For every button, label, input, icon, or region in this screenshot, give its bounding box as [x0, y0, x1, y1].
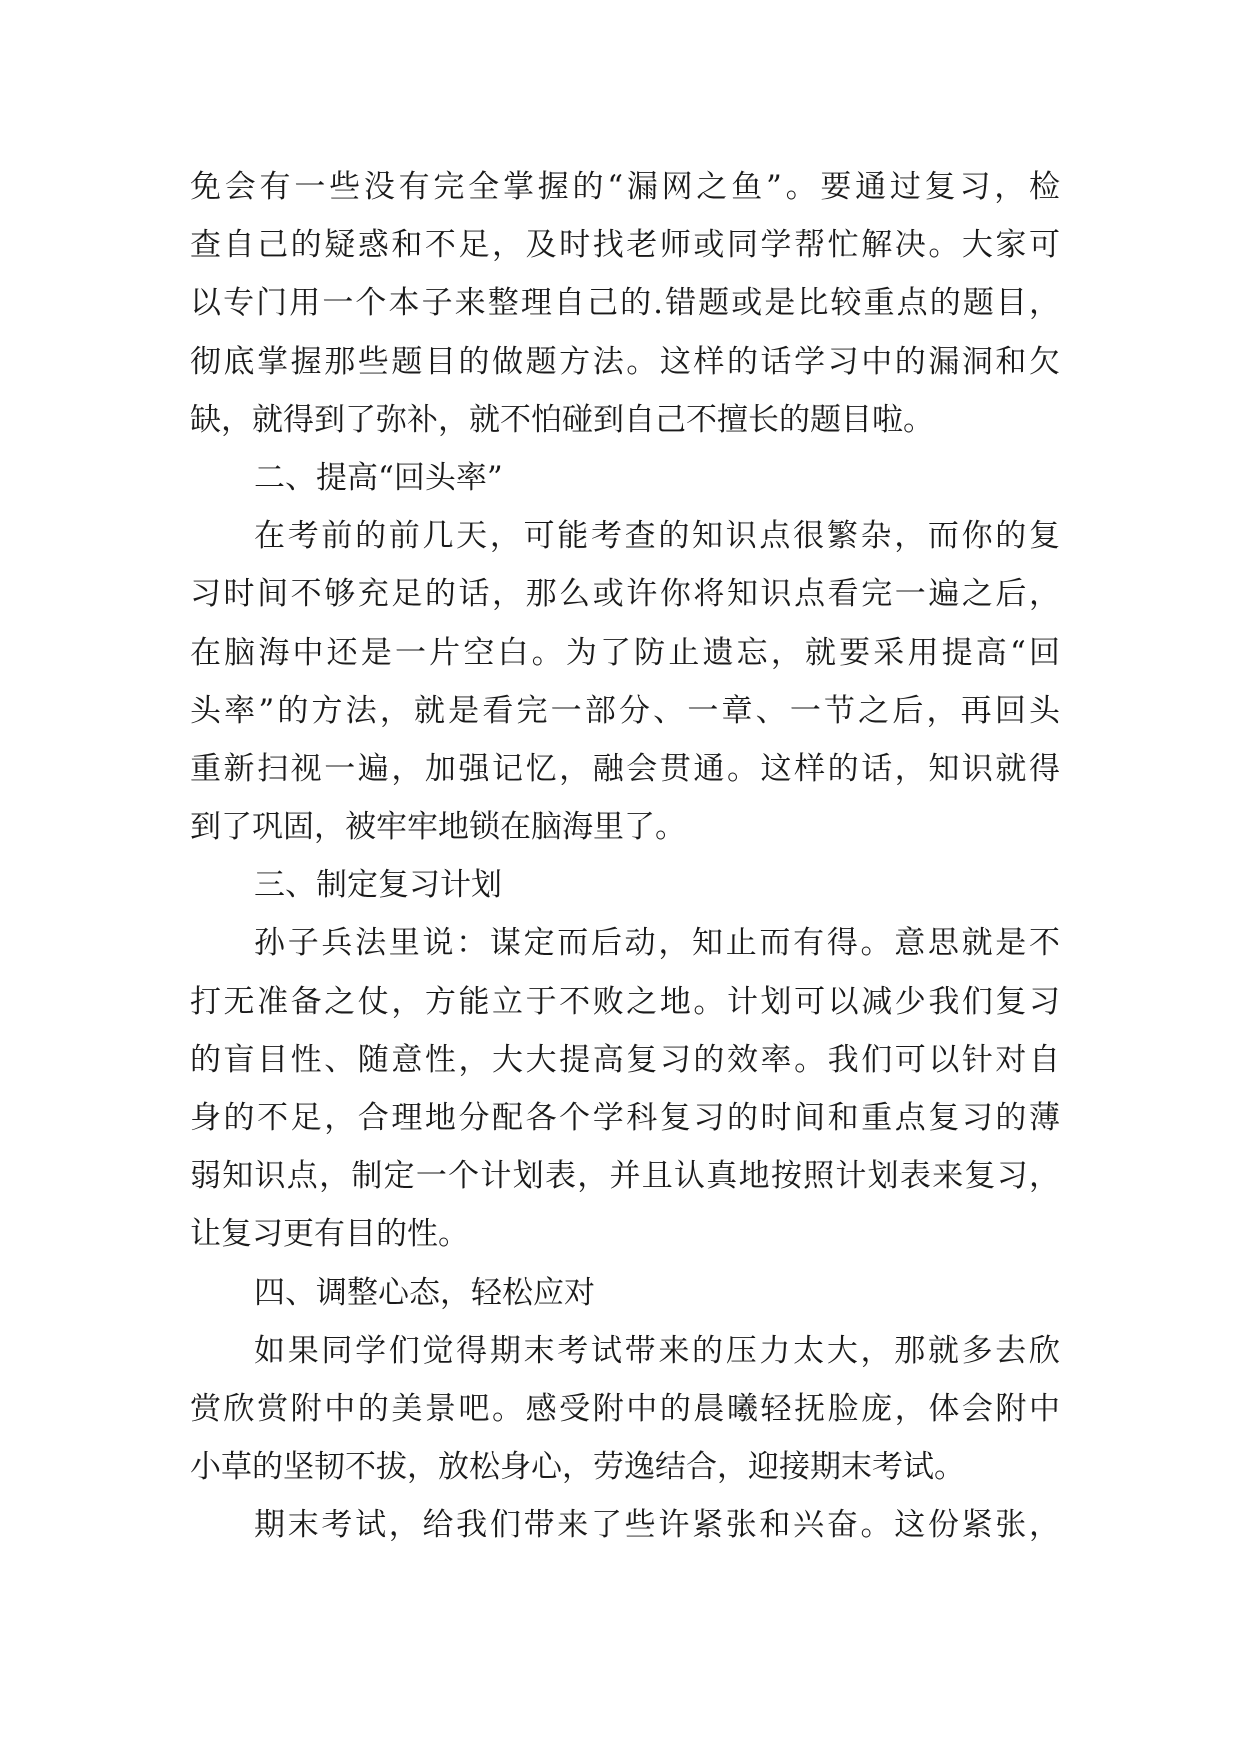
- text-line: 四、调整心态，轻松应对: [254, 1274, 595, 1311]
- text-line: 彻底掌握那些题目的做题方法。这样的话学习中的漏洞和欠: [190, 343, 1060, 380]
- text-line: 头率”的方法，就是看完一部分、一章、一节之后，再回头: [190, 692, 1060, 729]
- text-line: 查自己的疑惑和不足，及时找老师或同学帮忙解决。大家可: [190, 227, 1060, 264]
- text-line: 的盲目性、随意性，大大提高复习的效率。我们可以针对自: [190, 1041, 1060, 1078]
- text-line: 三、制定复习计划: [254, 867, 502, 904]
- text-line: 赏欣赏附中的美景吧。感受附中的晨曦轻抚脸庞，体会附中: [190, 1390, 1060, 1427]
- text-line: 期末考试，给我们带来了些许紧张和兴奋。这份紧张，: [254, 1507, 1060, 1544]
- text-line: 弱知识点，制定一个计划表，并且认真地按照计划表来复习，: [190, 1158, 1060, 1195]
- text-line: 小草的坚韧不拔，放松身心，劳逸结合，迎接期末考试。: [190, 1449, 965, 1486]
- text-line: 缺，就得到了弥补，就不怕碰到自己不擅长的题目啦。: [190, 401, 934, 438]
- document-body: [190, 158, 1060, 1555]
- text-line: 重新扫视一遍，加强记忆，融会贯通。这样的话，知识就得: [190, 750, 1060, 787]
- text-line: 到了巩固，被牢牢地锁在脑海里了。: [190, 809, 686, 846]
- text-line: 打无准备之仗，方能立于不败之地。计划可以减少我们复习: [190, 983, 1060, 1020]
- text-line: 让复习更有目的性。: [190, 1216, 469, 1253]
- text-line: 在考前的前几天，可能考查的知识点很繁杂，而你的复: [254, 518, 1060, 555]
- text-line: 孙子兵法里说：谋定而后动，知止而有得。意思就是不: [254, 925, 1060, 962]
- text-line: 在脑海中还是一片空白。为了防止遗忘，就要采用提高“回: [190, 634, 1060, 671]
- text-line: 二、提高“回头率”: [254, 459, 503, 496]
- text-line: 身的不足，合理地分配各个学科复习的时间和重点复习的薄: [190, 1100, 1060, 1136]
- text-line: 习时间不够充足的话，那么或许你将知识点看完一遍之后，: [190, 576, 1060, 613]
- text-line: 以专门用一个本子来整理自己的.错题或是比较重点的题目，: [190, 285, 1060, 322]
- text-line: 如果同学们觉得期末考试带来的压力太大，那就多去欣: [254, 1332, 1060, 1369]
- text-line: 免会有一些没有完全掌握的“漏网之鱼”。要通过复习，检: [190, 169, 1060, 205]
